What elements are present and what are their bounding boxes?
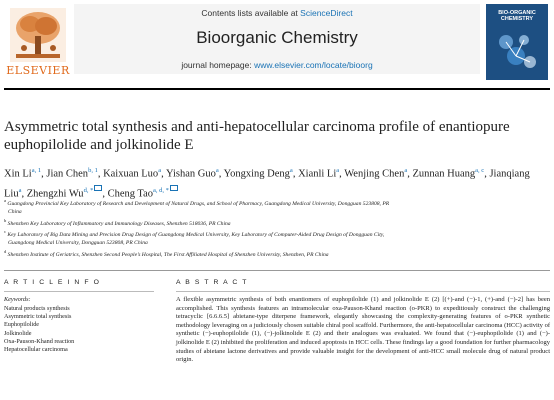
- sciencedirect-link[interactable]: ScienceDirect: [300, 8, 353, 18]
- author-name[interactable]: Xianli Li: [298, 168, 337, 180]
- abstract-text: A flexible asymmetric synthesis of both enantiomers of euphopilolide (1) and jolkinolide E (2) [(+)-and (−)-1, (+)-and (−)-2] has been accomplished. This synthesis features an intramolecular oxa-Pauson-Khand reaction (o-PKR) to expeditiously construct the challenging tetracyclic [6.6.6.5] abietane-type diterpene framework, elegantly showcasing the complexity-generating features of o-PKR synthetic methodology leveraging on a judiciously chosen suitable chiral pool scaffold. Furthermore, the anti-hepatocellular carcinoma (HCC) activity of synthetic (−)-euphopilolide (1), (−)-jolkinolide E (2) and their analogues was evaluated. We found that (−)-euphopilolide (1) and (−)-jolkinolide E (2) inhibited the proliferation and induced apoptosis in HCC cells. These findings lay a good foundation for further pharmacology studies of abietane lactone derivatives and provide valuable insight for the development of anti-HCC small molecule drug of natural product origin.: [176, 296, 550, 364]
- cover-molecule-illustration: [494, 30, 540, 74]
- affiliation-item: [4, 228, 550, 239]
- journal-title[interactable]: Bioorganic Chemistry: [196, 28, 358, 47]
- keyword-item: Hepatocellular carcinoma: [4, 346, 68, 354]
- contents-prefix: Contents lists available at: [201, 8, 301, 18]
- publisher-name: ELSEVIER: [6, 64, 70, 77]
- affiliation-mark: c: [4, 228, 6, 234]
- article-info-rule: [4, 291, 154, 292]
- elsevier-logo[interactable]: [4, 4, 72, 80]
- abstract-heading: A B S T R A C T: [176, 279, 248, 286]
- author-affiliation-mark[interactable]: a: [18, 186, 22, 194]
- author-name[interactable]: Kaixuan Luo: [103, 168, 159, 180]
- keyword-item: Asymmetric total synthesis: [4, 313, 72, 321]
- affiliation-text: China: [8, 209, 22, 216]
- article-info-heading: A R T I C L E I N F O: [4, 279, 101, 286]
- keyword-list: [4, 305, 154, 354]
- author-name[interactable]: Jianqiang Liu: [4, 168, 530, 199]
- keyword-item: Oxa-Pauson-Khand reaction: [4, 337, 75, 345]
- author-affiliation-mark[interactable]: a, 1: [31, 167, 42, 174]
- journal-masthead: [74, 4, 480, 74]
- author-name[interactable]: Cheng Tao: [107, 188, 154, 199]
- author-affiliation-mark[interactable]: a: [289, 167, 293, 174]
- author-list: Xin Li$^{a, 1}$, Jian Chen$^{b, 1}$, Kaixuan Luo$^a$, Yishan Guo$^a$, Yongxing Deng$^a$, Xianli Li$^a$, Wenjing Chen$^a$, Zunnan Huang$^{a, c}$, Jianqiang Liu$^a$, Zhengzhi $Wu^{d, *}$ , Cheng Tao$^{a, d, *}$: [4, 167, 530, 199]
- article-title: Asymmetric total synthesis and anti-hepatocellular carcinoma profile of enantiopure euphopilolide and jolkinolide E: [4, 119, 510, 153]
- keyword-item: Euphopilolide: [4, 321, 40, 329]
- abstract-rule: [176, 291, 550, 292]
- affiliation-text: Guangdong Medical University, Dongguan 523808, PR China: [8, 240, 148, 247]
- homepage-prefix: journal homepage:: [181, 60, 255, 70]
- affiliation-item: [4, 217, 550, 228]
- author-name[interactable]: Jian Chen: [46, 168, 89, 180]
- affiliation-item: [4, 208, 550, 216]
- homepage-link[interactable]: www.elsevier.com/locate/bioorg: [254, 60, 373, 70]
- author-name[interactable]: Xin Li: [4, 168, 32, 180]
- homepage-line: [74, 60, 480, 70]
- affiliation-mark: a: [4, 198, 6, 203]
- author-name[interactable]: Yongxing Deng: [223, 168, 290, 180]
- journal-cover-image[interactable]: [486, 4, 548, 80]
- email-icon[interactable]: [94, 185, 102, 191]
- affiliation-text: Shenzhen Key Laboratory of Inflammatory and Immunology Diseases, Shenzhen 518036, PR China: [7, 220, 231, 227]
- affiliation-text: Key Laboratory of Big Data Mining and Precision Drug Design of Guangdong Medical University, Key Laboratory of Computer-Aided Drug Design of Dongguan City,: [7, 231, 385, 238]
- elsevier-tree-icon: [10, 8, 66, 62]
- affiliation-list: [4, 197, 550, 259]
- affiliation-text: Guangdong Provincial Key Laboratory of Research and Development of Natural Drugs, and School of Pharmacy, Guangdong Medical University, Dongguan 523808, PR: [7, 200, 390, 207]
- author-name[interactable]: Zunnan Huang: [412, 168, 476, 180]
- author-affiliation-mark[interactable]: a: [215, 167, 219, 174]
- keywords-label: Keywords:: [4, 296, 31, 303]
- author-affiliation-mark[interactable]: a: [336, 167, 340, 174]
- author-affiliation-mark[interactable]: a: [158, 167, 162, 174]
- affiliation-item: [4, 248, 550, 259]
- author-affiliation-mark[interactable]: a, d, *: [153, 186, 169, 194]
- author-affiliation-mark[interactable]: a, c: [475, 167, 485, 174]
- contents-line: [74, 8, 480, 18]
- header-divider: [4, 88, 550, 90]
- keyword-item: Jolkinolide: [4, 329, 32, 337]
- affiliation-item: [4, 239, 550, 247]
- affiliation-mark: d: [4, 248, 7, 254]
- author-name[interactable]: Zhengzhi Wu: [26, 188, 84, 199]
- author-name[interactable]: Yishan Guo: [165, 168, 216, 180]
- affiliation-mark: b: [4, 217, 7, 223]
- cover-title: BIO-ORGANIC CHEMISTRY: [498, 10, 536, 22]
- affiliation-item: [4, 197, 550, 208]
- author-affiliation-mark[interactable]: a: [404, 167, 408, 174]
- affiliation-divider: [4, 270, 550, 271]
- author-affiliation-mark[interactable]: d, *: [83, 186, 94, 194]
- author-affiliation-mark[interactable]: b, 1: [88, 167, 98, 174]
- affiliation-text: Shenzhen Institute of Geriatrics, Shenzhen Second People’s Hospital, The First Affiliated Hospital of Shenzhen University, Shenzhen, PR China: [7, 251, 329, 258]
- journal-header: [4, 4, 550, 80]
- author-name[interactable]: Wenjing Chen: [344, 168, 405, 180]
- email-icon[interactable]: [170, 185, 178, 191]
- keyword-item: Natural products synthesis: [4, 305, 70, 312]
